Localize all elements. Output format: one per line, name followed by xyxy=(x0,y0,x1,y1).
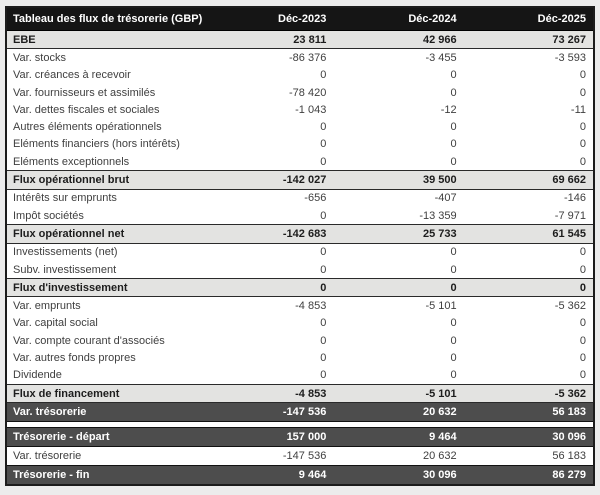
cell-value: 42 966 xyxy=(333,31,463,49)
cell-value: 56 183 xyxy=(464,403,594,421)
cell-value: -7 971 xyxy=(554,209,586,222)
cell-value: 30 096 xyxy=(333,465,463,485)
row-label: Var. compte courant d'associés xyxy=(13,334,165,347)
cell-value: -12 xyxy=(440,103,457,116)
summary-body xyxy=(6,427,594,485)
row-label: Intérêts sur emprunts xyxy=(13,192,117,205)
cell-value: 0 xyxy=(320,69,327,82)
table-title: Tableau des flux de trésorerie (GBP) xyxy=(6,7,203,31)
cell-value: 0 xyxy=(450,369,457,382)
cell-value: -5 362 xyxy=(554,300,586,313)
cell-value: -1 043 xyxy=(295,103,327,116)
cell-value: 0 xyxy=(450,69,457,82)
row-label: Flux opérationnel net xyxy=(6,225,203,243)
cell-value: 0 xyxy=(579,121,586,134)
cell-value: 25 733 xyxy=(333,225,463,243)
cell-value: 0 xyxy=(579,138,586,151)
table-row xyxy=(6,279,594,297)
table-row xyxy=(6,171,594,189)
cell-value: -78 420 xyxy=(289,86,327,99)
cell-value: -86 376 xyxy=(289,51,327,64)
row-label: Var. emprunts xyxy=(13,300,81,313)
cell-value: 0 xyxy=(320,246,327,259)
cell-value: 0 xyxy=(320,334,327,347)
cell-value: 0 xyxy=(333,279,463,297)
cell-value: 0 xyxy=(450,138,457,151)
cell-value: 30 096 xyxy=(464,427,594,446)
cell-value: 0 xyxy=(579,86,586,99)
cell-value: 0 xyxy=(320,369,327,382)
cell-value: 0 xyxy=(320,155,327,168)
cell-value: 0 xyxy=(579,69,586,82)
cell-value: 0 xyxy=(450,86,457,99)
cell-value: 0 xyxy=(450,263,457,276)
table-row xyxy=(6,84,594,101)
cell-value: -656 xyxy=(304,192,327,205)
row-label: Flux d'investissement xyxy=(6,279,203,297)
cell-value: 0 xyxy=(320,138,327,151)
cell-value: 0 xyxy=(450,155,457,168)
cell-value: 0 xyxy=(579,334,586,347)
cell-value: 9 464 xyxy=(203,465,333,485)
row-label: Var. dettes fiscales et sociales xyxy=(13,103,160,116)
cell-value: 0 xyxy=(579,246,586,259)
table-row xyxy=(6,349,594,366)
cell-value: 0 xyxy=(320,209,327,222)
cell-value: 0 xyxy=(320,351,327,364)
row-label: Subv. investissement xyxy=(13,263,117,276)
table-row xyxy=(6,225,594,243)
row-label: Var. autres fonds propres xyxy=(13,351,136,364)
cell-value: -3 455 xyxy=(425,51,457,64)
cell-value: 0 xyxy=(450,246,457,259)
table-row xyxy=(6,67,594,84)
table-row xyxy=(6,261,594,279)
cell-value: 20 632 xyxy=(333,403,463,421)
cell-value: 0 xyxy=(320,121,327,134)
row-label: Trésorerie - départ xyxy=(6,427,203,446)
cell-value: -11 xyxy=(570,103,586,116)
row-label: Var. trésorerie xyxy=(13,449,82,462)
table-body xyxy=(6,31,594,422)
row-label: Investissements (net) xyxy=(13,246,118,259)
row-label: EBE xyxy=(6,31,203,49)
cell-value: 0 xyxy=(320,263,327,276)
table-row xyxy=(6,101,594,118)
row-label: Dividende xyxy=(13,369,62,382)
table-row xyxy=(6,136,594,153)
table-row xyxy=(6,118,594,135)
row-label: Flux opérationnel brut xyxy=(6,171,203,189)
table-row xyxy=(6,465,594,485)
row-label: Eléments financiers (hors intérêts) xyxy=(13,138,180,151)
cash-flow-table xyxy=(5,6,595,486)
table-row xyxy=(6,384,594,402)
cell-value: 39 500 xyxy=(333,171,463,189)
cell-value: 0 xyxy=(203,279,333,297)
table-row xyxy=(6,207,594,225)
table-row xyxy=(6,403,594,421)
table-row xyxy=(6,427,594,446)
cell-value: 0 xyxy=(450,317,457,330)
cell-value: 0 xyxy=(450,334,457,347)
cell-value: 56 183 xyxy=(552,449,586,462)
table-row xyxy=(6,189,594,207)
row-label: Flux de financement xyxy=(6,384,203,402)
header-row xyxy=(6,7,594,31)
row-label: Var. capital social xyxy=(13,317,98,330)
row-label: Trésorerie - fin xyxy=(6,465,203,485)
cell-value: -146 xyxy=(563,192,586,205)
table-row xyxy=(6,367,594,385)
cell-value: 0 xyxy=(579,263,586,276)
cell-value: 23 811 xyxy=(203,31,333,49)
cell-value: 0 xyxy=(579,351,586,364)
table-row xyxy=(6,153,594,171)
cell-value: -147 536 xyxy=(203,403,333,421)
cell-value: 86 279 xyxy=(464,465,594,485)
cell-value: 157 000 xyxy=(203,427,333,446)
row-label: Var. stocks xyxy=(13,51,66,64)
row-label: Eléments exceptionnels xyxy=(13,155,130,168)
table-header xyxy=(6,7,594,31)
table-row xyxy=(6,297,594,315)
cell-value: -4 853 xyxy=(203,384,333,402)
cell-value: 73 267 xyxy=(464,31,594,49)
cell-value: -142 683 xyxy=(203,225,333,243)
cell-value: 0 xyxy=(579,369,586,382)
column-header-dec-2023: Déc-2023 xyxy=(203,7,333,31)
row-label: Var. trésorerie xyxy=(6,403,203,421)
table-row xyxy=(6,31,594,49)
cell-value: -407 xyxy=(434,192,457,205)
cell-value: -5 101 xyxy=(333,384,463,402)
column-header-dec-2024: Déc-2024 xyxy=(333,7,463,31)
cell-value: 0 xyxy=(464,279,594,297)
cell-value: -142 027 xyxy=(203,171,333,189)
cell-value: -13 359 xyxy=(419,209,457,222)
cell-value: -5 362 xyxy=(464,384,594,402)
table-row xyxy=(6,446,594,465)
table-row xyxy=(6,332,594,349)
row-label: Impôt sociétés xyxy=(13,209,84,222)
cell-value: 9 464 xyxy=(333,427,463,446)
table-row xyxy=(6,49,594,67)
cell-value: -147 536 xyxy=(282,449,327,462)
row-label: Var. créances à recevoir xyxy=(13,69,131,82)
cell-value: 0 xyxy=(450,351,457,364)
cell-value: -3 593 xyxy=(554,51,586,64)
cell-value: 0 xyxy=(450,121,457,134)
cell-value: 20 632 xyxy=(422,449,457,462)
cell-value: 69 662 xyxy=(464,171,594,189)
cell-value: 0 xyxy=(320,317,327,330)
cell-value: 0 xyxy=(579,155,586,168)
cell-value: -5 101 xyxy=(425,300,457,313)
column-header-dec-2025: Déc-2025 xyxy=(464,7,594,31)
row-label: Autres éléments opérationnels xyxy=(13,121,162,134)
table-row xyxy=(6,243,594,261)
cell-value: 61 545 xyxy=(464,225,594,243)
cell-value: 0 xyxy=(579,317,586,330)
row-label: Var. fournisseurs et assimilés xyxy=(13,86,156,99)
cell-value: -4 853 xyxy=(295,300,327,313)
table-row xyxy=(6,315,594,332)
